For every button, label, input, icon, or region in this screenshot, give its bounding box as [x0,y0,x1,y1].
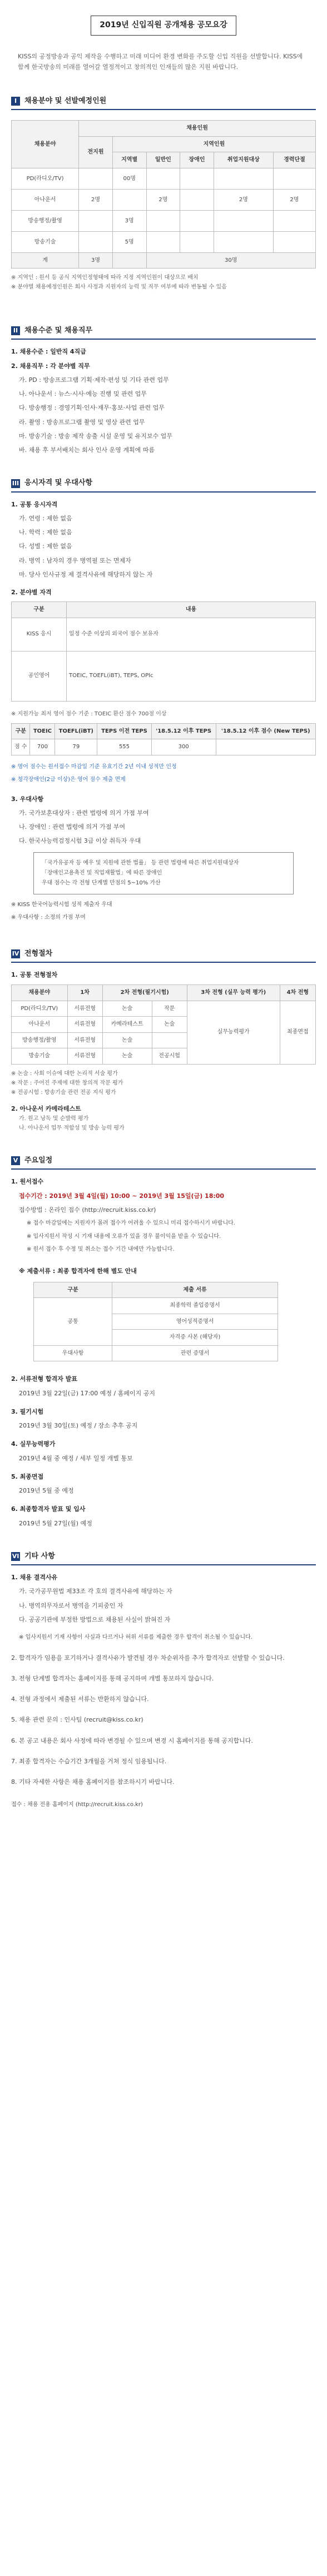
table-row [12,189,316,210]
table-cell [112,189,146,210]
text-line: 라. 병역 : 남자의 경우 병역필 또는 면제자 [19,556,131,564]
text-line: 나. 학력 : 제한 없음 [19,529,72,536]
table-cell: 아나운서 [12,189,79,210]
section-2-title: 채용수준 및 채용직무 [24,326,93,335]
table-cell: 방송기술 [12,231,79,252]
score-table [11,723,316,755]
section-2-header [11,325,316,340]
text-line: 라. 촬영 : 방송프로그램 촬영 및 영상 관련 업무 [19,418,145,426]
table-cell [180,189,214,210]
text-line: 다. 한국사능력검정시험 3급 이상 취득자 우대 [19,837,141,845]
text-line: 3. 우대사항 [11,795,44,803]
table-cell: 공통 [34,1298,112,1346]
text-line: 다. 공공기관에 부정한 방법으로 채용된 사실이 밝혀진 자 [19,1615,171,1623]
section-3-body [11,499,316,923]
table-cell: 최종면접 [280,1001,315,1064]
table-cell: 서류전형 [67,1017,102,1033]
document-page [11,0,316,1809]
text-line: ※ 원서 접수 후 수정 및 취소는 접수 기간 내에만 가능합니다. [27,1246,175,1253]
note-line: ※ 전공시험 : 방송기술 관련 전공 지식 평가 [11,1089,116,1096]
table-cell: PD(라디오/TV) [12,168,79,189]
text-line: 8. 기타 자세한 사항은 채용 홈페이지를 참조하시기 바랍니다. [11,1778,175,1786]
text-line: ※ 영어 점수는 원서접수 마감일 기준 유효기간 2년 이내 성적만 인정 [11,763,177,770]
table-cell [214,168,273,189]
text-line: 7. 최종 합격자는 수습기간 3개월을 거쳐 정식 임용됩니다. [11,1757,167,1765]
th-cell: 구분 [12,723,30,739]
table-cell: 2명 [273,189,315,210]
section-4-header [11,948,316,963]
section-1-notes [11,273,316,292]
text-line: ※ 입사지원서 기재 사항이 사실과 다르거나 허위 서류를 제출한 경우 합격이 취소될 수 있습니다. [19,1634,252,1641]
requirements-table [11,601,316,702]
box-line: 「국가유공자 등 예우 및 지원에 관한 법률」 등 관련 법령에 따른 취업지원대상자 [42,859,239,866]
note-line: ※ 논술 : 사회 이슈에 대한 논리적 서술 평가 [11,1070,118,1077]
table-cell: 논술 [152,1017,187,1033]
th-cell: 제출 서류 [112,1282,278,1298]
text-line: ※ 청각장애인(2급 이상)은 영어 점수 제출 면제 [11,777,126,783]
text-line: 나. 아나운서 : 뉴스·시사·예능 진행 및 관련 업무 [19,390,147,398]
subsection-title: 1. 공통 전형절차 [11,971,58,978]
note-line: 가. 원고 낭독 및 순발력 평가 [19,1116,89,1122]
table-cell: 카메라테스트 [102,1017,152,1033]
text-line: 3. 필기시험 [11,1408,44,1415]
th-sub: 취업지원대상 [214,152,273,168]
table-cell: 최종학력 졸업증명서 [112,1298,278,1314]
text-line: ※ 접수 마감일에는 지원자가 몰려 접수가 어려울 수 있으니 미리 접수하시기 바랍니다. [27,1220,235,1227]
section-1-number: I [11,97,20,106]
footer-contact: 접수 : 채용 전용 홈페이지 (http://recruit.kiss.co.kr) [11,1802,143,1808]
text-line: ※ 입사지원서 작성 시 기재 내용에 오류가 있을 경우 불이익을 받을 수 있습니다. [27,1233,221,1240]
table-cell: KISS 응시 [12,618,67,651]
th-group: 채용인원 [79,121,316,137]
section-6-body [11,1572,316,1809]
th-cell: 1차 [67,985,102,1001]
table-cell: 방송기술 [12,1048,68,1065]
th-cell: TEPS 이전 TEPS [97,723,151,739]
subsection-title: 2. 분야별 자격 [11,589,52,596]
section-6-header [11,1551,316,1565]
recruitment-table [11,120,316,268]
text-line: 3. 전형 단계별 합격자는 홈페이지를 통해 공지하며 개별 통보하지 않습니다. [11,1674,214,1682]
table-row [12,168,316,189]
table-cell: TOEIC, TOEFL(iBT), TEPS, OPIc [67,651,316,701]
th-cell: 3차 전형 (실무 능력 평가) [187,985,280,1001]
th-sub: 장애인 [180,152,214,168]
table-cell [273,168,315,189]
th-sub: 경력단절 [273,152,315,168]
th-cell: 2차 전형(필기시험) [102,985,187,1001]
table-cell: 실무능력평가 [187,1001,280,1064]
text-line: ※ KISS 한국어능력시험 성적 제출자 우대 [11,901,112,908]
text-line: 2019년 3월 22일(금) 17:00 예정 / 홈페이지 공지 [19,1389,155,1397]
table-total-row [12,252,316,268]
table-cell: 영어성적증명서 [112,1314,278,1330]
table-row [34,1345,278,1361]
text-line: 2. 서류전형 합격자 발표 [11,1375,77,1383]
th-cell: '18.5.12 이후 TEPS [151,723,216,739]
text-line: 2019년 4월 중 예정 / 세부 일정 개별 통보 [19,1454,133,1462]
table-row [12,739,316,755]
text-line: 4. 전형 과정에서 제출된 서류는 반환하지 않습니다. [11,1695,149,1703]
th-cell: 구분 [34,1282,112,1298]
table-cell [214,210,273,231]
table-cell: 00명 [112,168,146,189]
note-line: 2. 아나운서 카메라테스트 [11,1105,81,1112]
text-line: 2. 채용직무 : 각 분야별 직무 [11,362,90,370]
table-cell: 30명 [146,252,316,268]
text-line: 가. 국가공무원법 제33조 각 호의 결격사유에 해당하는 자 [19,1588,172,1595]
table-cell [273,231,315,252]
table-cell [146,210,180,231]
text-line: 다. 방송행정 : 경영기획·인사·재무·홍보·사업 관련 업무 [19,404,165,412]
table-cell: 2명 [79,189,113,210]
table-cell: 공인영어 [12,651,67,701]
table-cell: 계 [12,252,79,268]
th-region: 지역인원 [112,136,315,152]
text-line: ※ 우대사항 : 소정의 가점 부여 [11,914,86,921]
th-cell: 구분 [12,602,67,618]
table-cell: 방송행정/촬영 [12,210,79,231]
table-cell: 논술 [102,1001,152,1017]
th-cell: TOEIC [30,723,55,739]
table-row [12,651,316,701]
text-line: 마. 방송기술 : 방송 제작 송출 시설 운영 및 유지보수 업무 [19,432,172,440]
table-cell: 300 [151,739,216,755]
notice-box [33,852,294,894]
process-table [11,984,316,1065]
table-cell: 3명 [112,210,146,231]
table-cell [180,231,214,252]
text-line: 2019년 3월 30일(토) 예정 / 장소 추후 공지 [19,1422,138,1430]
table-cell: 555 [97,739,151,755]
table-cell [273,210,315,231]
table-cell: 점 수 [12,739,30,755]
text-line: 나. 장애인 : 관련 법령에 의거 가점 부여 [19,823,126,831]
text-line: 접수방법 : 온라인 접수 (http://recruit.kiss.co.kr) [19,1206,156,1214]
table-cell [152,1032,187,1048]
text-line: 1. 채용수준 : 일반직 4직급 [11,348,86,356]
table-cell [79,210,113,231]
text-line: 마. 당사 인사규정 제 결격사유에 해당하지 않는 자 [19,570,153,578]
table-row [34,1298,278,1314]
table-cell: 일정 수준 이상의 외국어 점수 보유자 [67,618,316,651]
th-sub: 일반인 [146,152,180,168]
section-6-title: 기타 사항 [24,1551,55,1560]
table-cell [214,231,273,252]
table-cell: 아나운서 [12,1017,68,1033]
box-line: 「장애인고용촉진 및 직업재활법」에 따른 장애인 [42,869,162,876]
table-cell [112,252,146,268]
table-cell [79,168,113,189]
th-all: 전지원 [79,136,113,168]
section-4-body [11,969,316,1133]
text-line: 6. 최종합격자 발표 및 입사 [11,1505,86,1513]
section-2-number: II [11,326,20,335]
section-4-notes [11,1069,316,1133]
section-1-body [11,120,316,292]
section-1-title: 채용분야 및 선발예정인원 [24,97,107,106]
text-line: 가. 연령 : 제한 없음 [19,514,72,522]
table-cell: 700 [30,739,55,755]
table-cell: 관련 증명서 [112,1345,278,1361]
text-line: 2019년 5월 27일(월) 예정 [19,1519,92,1527]
table-cell [79,231,113,252]
table-cell: 논술 [102,1048,152,1065]
text-line: 6. 본 공고 내용은 회사 사정에 따라 변경될 수 있으며 변경 시 홈페이지를 통해 공지합니다. [11,1737,253,1744]
th-cell: 채용분야 [12,985,68,1001]
section-2-body [11,346,316,455]
th-sub: 지역별 [112,152,146,168]
table-row [12,231,316,252]
table-row [12,618,316,651]
table-cell [146,168,180,189]
text-line: 2. 합격자가 임용을 포기하거나 결격사유가 발견될 경우 차순위자를 추가 합격자로 선발할 수 있습니다. [11,1654,285,1662]
note-line: ※ 지역인 : 원서 등 공식 지역인정형태에 따라 지정 지역인원이 대상으로 배치 [11,275,199,281]
th-cell: 내용 [67,602,316,618]
documents-table [33,1282,278,1362]
table-cell: 3명 [79,252,113,268]
section-3-header [11,478,316,492]
text-line: 접수기간 : 2019년 3월 4일(월) 10:00 ~ 2019년 3월 15일(금) 18:00 [19,1192,225,1200]
table-cell: 전공시험 [152,1048,187,1065]
table-cell: 79 [55,739,97,755]
section-5-number: V [11,1156,20,1165]
note-line: ※ 작문 : 주어진 주제에 대한 창의적 작문 평가 [11,1080,123,1086]
box-line: 우대 점수는 각 전형 단계별 만점의 5~10% 가산 [42,879,161,886]
section-5-body [11,1176,316,1529]
section-6-number: VI [12,1552,19,1560]
note-line: 나. 아나운서 업무 적합성 및 방송 능력 평가 [19,1125,125,1132]
table-cell: 서류전형 [67,1048,102,1065]
section-1-header [11,96,316,110]
text-line: 가. PD : 방송프로그램 기획·제작·편성 및 기타 관련 업무 [19,376,169,384]
section-5-title: 주요일정 [24,1156,53,1165]
text-line: 5. 채용 관련 문의 : 인사팀 (recruit@kiss.co.kr) [11,1716,143,1724]
table-cell: 2명 [214,189,273,210]
th-cell: '18.5.12 이후 점수 (New TEPS) [216,723,315,739]
text-line: 4. 실무능력평가 [11,1440,56,1448]
table-cell: 2명 [146,189,180,210]
note-line: ※ 분야별 채용예정인원은 회사 사정과 지원자의 능력 및 직무 여부에 따라 변동될 수 있음 [11,284,227,291]
table-cell [180,210,214,231]
text-line: ※ 제출서류 : 최종 합격자에 한해 별도 안내 [19,1267,137,1275]
intro-paragraph: KISS의 공정방송과 공익 제작을 수행하고 미래 미디어 환경 변화를 주도할 신입 직원을 선발합니다. KISS에 함께 한국방송의 미래를 열어갈 열정적이고 창의적인 인재들의 많은 지원 바랍니다. [18,52,303,71]
document-title: 2019년 신입직원 공개채용 공모요강 [91,16,236,36]
table-cell: 작문 [152,1001,187,1017]
section-4-number: IV [12,949,19,957]
table-cell [180,168,214,189]
table-cell: PD(라디오/TV) [12,1001,68,1017]
text-line: 1. 공통 응시자격 [11,500,58,508]
section-3-title: 응시자격 및 우대사항 [24,479,93,488]
table-cell: 5명 [112,231,146,252]
text-line: 5. 최종면접 [11,1473,44,1480]
text-line: 2019년 5월 중 예정 [19,1487,74,1495]
th-cell: TOEFL(iBT) [55,723,97,739]
th-cell: 4차 전형 [280,985,315,1001]
table-cell: 우대사항 [34,1345,112,1361]
section-3-number: III [12,479,19,487]
table-row [12,1001,316,1017]
table-cell: 논술 [102,1032,152,1048]
table-cell: 자격증 사본 (해당자) [112,1330,278,1346]
table-cell: 서류전형 [67,1001,102,1017]
text-line: 가. 국가보훈대상자 : 관련 법령에 의거 가점 부여 [19,809,149,817]
text-line: 1. 원서접수 [11,1178,44,1186]
table-cell: 서류전형 [67,1032,102,1048]
table-cell [216,739,315,755]
section-4-title: 전형절차 [24,949,53,958]
table-cell: 방송행정/촬영 [12,1032,68,1048]
text-line: 나. 병역의무자로서 병역을 기피중인 자 [19,1602,123,1609]
table-row [12,210,316,231]
table-cell [146,231,180,252]
section-5-header [11,1155,316,1170]
text-line: 다. 성별 : 제한 없음 [19,543,72,550]
score-note: ※ 지원가능 최저 영어 점수 기준 : TOEIC 환산 점수 700점 이상 [11,710,167,717]
text-line: 바. 채용 후 부서배치는 회사 인사 운영 계획에 따름 [19,446,155,454]
text-line: 1. 채용 결격사유 [11,1574,58,1582]
th-field: 채용분야 [12,121,79,168]
